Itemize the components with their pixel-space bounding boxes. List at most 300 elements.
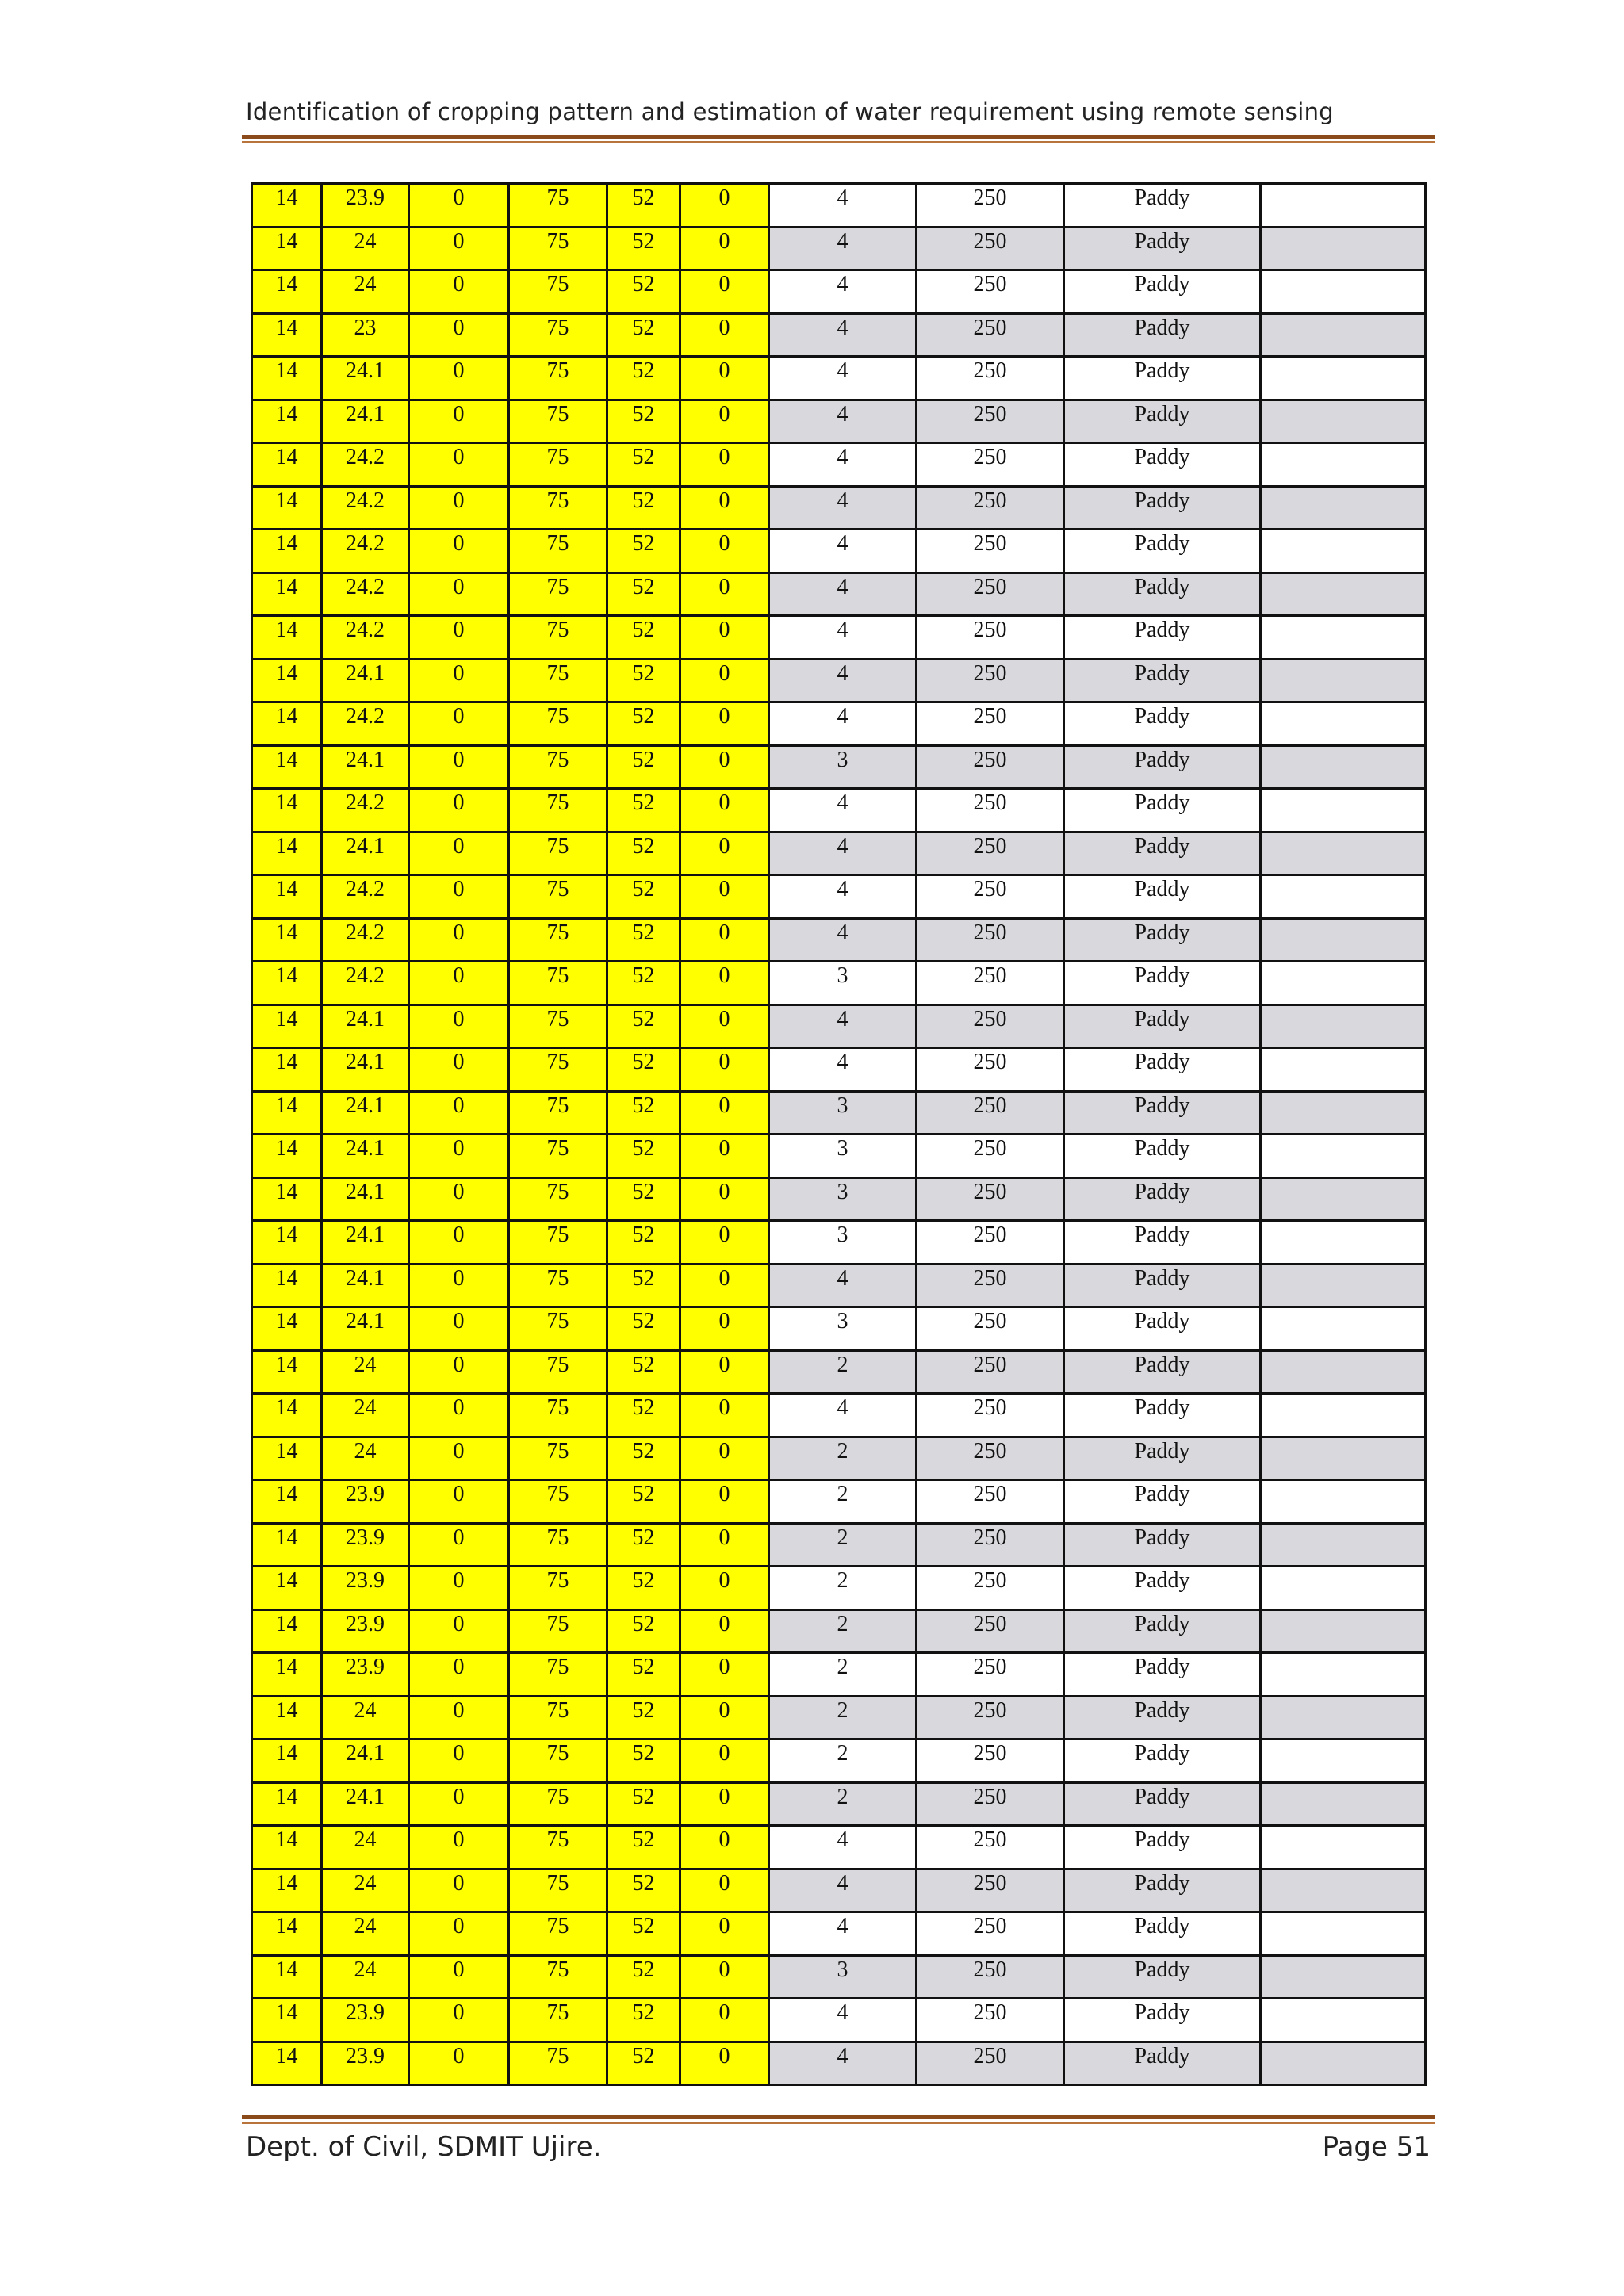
table-cell: 0 (409, 1004, 509, 1048)
table-cell: 75 (509, 1394, 607, 1437)
table-cell: 0 (409, 875, 509, 919)
table-cell (1261, 1609, 1426, 1653)
table-cell: 52 (607, 1696, 680, 1739)
table-cell (1261, 659, 1426, 702)
table-row (252, 270, 1426, 314)
table-cell: 52 (607, 1307, 680, 1351)
table-cell (1261, 2042, 1426, 2085)
table-cell: 14 (252, 616, 322, 660)
table-cell: 0 (680, 270, 769, 314)
table-row (252, 702, 1426, 746)
table-cell (1261, 270, 1426, 314)
table-cell: 0 (409, 1869, 509, 1912)
table-cell (1261, 1091, 1426, 1135)
table-cell: 250 (917, 184, 1064, 228)
table-cell: 75 (509, 1221, 607, 1265)
table-row (252, 1696, 1426, 1739)
table-cell: 250 (917, 400, 1064, 443)
table-cell: 250 (917, 1091, 1064, 1135)
table-cell: 52 (607, 1480, 680, 1524)
table-cell (1261, 1350, 1426, 1394)
table-cell: 0 (680, 789, 769, 832)
table-cell: 0 (680, 1696, 769, 1739)
table-cell: Paddy (1064, 832, 1261, 875)
table-cell: Paddy (1064, 1782, 1261, 1826)
table-cell: 0 (409, 572, 509, 616)
table-cell: 75 (509, 1653, 607, 1697)
table-cell: 0 (409, 2042, 509, 2085)
table-cell: 250 (917, 745, 1064, 789)
table-cell: 75 (509, 1696, 607, 1739)
table-cell: 0 (680, 702, 769, 746)
table-cell (1261, 357, 1426, 400)
table-cell: 52 (607, 313, 680, 357)
table-cell: 75 (509, 1912, 607, 1956)
table-row (252, 1004, 1426, 1048)
table-cell: 52 (607, 1567, 680, 1610)
table-cell: 52 (607, 1048, 680, 1092)
table-cell: Paddy (1064, 875, 1261, 919)
table-cell: Paddy (1064, 702, 1261, 746)
table-cell: 24 (322, 270, 409, 314)
table-row (252, 875, 1426, 919)
table-cell: 0 (680, 227, 769, 270)
table-cell: 0 (680, 1004, 769, 1048)
table-cell: 23.9 (322, 1609, 409, 1653)
table-cell: 14 (252, 530, 322, 573)
table-cell: Paddy (1064, 400, 1261, 443)
table-cell (1261, 227, 1426, 270)
table-cell: 0 (680, 1177, 769, 1221)
table-cell: 250 (917, 1869, 1064, 1912)
table-cell: 24.1 (322, 1048, 409, 1092)
table-cell (1261, 443, 1426, 487)
table-cell: 14 (252, 1437, 322, 1480)
table-cell: 75 (509, 1955, 607, 1999)
table-cell: 4 (769, 1394, 917, 1437)
table-cell: 250 (917, 1177, 1064, 1221)
table-cell: 0 (680, 486, 769, 530)
table-cell: 24 (322, 1437, 409, 1480)
table-cell: 4 (769, 572, 917, 616)
table-cell: 0 (409, 486, 509, 530)
data-table (251, 182, 1427, 2086)
table-cell: 0 (409, 443, 509, 487)
table-cell: 4 (769, 1826, 917, 1869)
table-cell: 52 (607, 1394, 680, 1437)
table-cell (1261, 1307, 1426, 1351)
table-cell: 0 (409, 1955, 509, 1999)
table-cell: 14 (252, 486, 322, 530)
table-cell: 75 (509, 1177, 607, 1221)
table-cell: 0 (409, 1437, 509, 1480)
table-cell: 75 (509, 1782, 607, 1826)
table-cell: 4 (769, 227, 917, 270)
table-cell: 250 (917, 918, 1064, 962)
table-cell: 23.9 (322, 1523, 409, 1567)
table-cell: 250 (917, 1048, 1064, 1092)
table-cell: 0 (680, 1653, 769, 1697)
table-cell: Paddy (1064, 1955, 1261, 1999)
table-cell: 14 (252, 2042, 322, 2085)
table-cell: 75 (509, 357, 607, 400)
table-cell: 0 (409, 832, 509, 875)
table-cell: 24.1 (322, 832, 409, 875)
table-cell: 0 (680, 875, 769, 919)
table-cell: 250 (917, 702, 1064, 746)
table-cell: 0 (680, 832, 769, 875)
table-row (252, 1653, 1426, 1697)
table-cell: 24.2 (322, 702, 409, 746)
table-cell: 75 (509, 1004, 607, 1048)
table-cell: 75 (509, 1523, 607, 1567)
table-row (252, 1955, 1426, 1999)
table-cell: 3 (769, 1955, 917, 1999)
table-cell: 250 (917, 1912, 1064, 1956)
table-cell: 52 (607, 184, 680, 228)
table-cell: 250 (917, 443, 1064, 487)
table-cell: 52 (607, 1177, 680, 1221)
table-cell: 0 (409, 789, 509, 832)
table-cell: 4 (769, 313, 917, 357)
table-cell: 52 (607, 1135, 680, 1178)
page-header-title: Identification of cropping pattern and estimation of water requirement using remote sensing (246, 98, 1334, 125)
table-cell: 0 (680, 1826, 769, 1869)
table-cell: 75 (509, 184, 607, 228)
table-cell: Paddy (1064, 1999, 1261, 2042)
table-cell: 0 (409, 1394, 509, 1437)
table-row (252, 1567, 1426, 1610)
table-cell: 52 (607, 443, 680, 487)
table-cell: 0 (680, 1264, 769, 1307)
table-cell (1261, 1394, 1426, 1437)
table-cell: 250 (917, 313, 1064, 357)
table-row (252, 1091, 1426, 1135)
table-cell: 2 (769, 1782, 917, 1826)
table-cell: 4 (769, 789, 917, 832)
table-row (252, 1912, 1426, 1956)
table-cell: 75 (509, 1999, 607, 2042)
table-cell: 24.1 (322, 1135, 409, 1178)
table-cell: 75 (509, 832, 607, 875)
table-cell: 24.1 (322, 1221, 409, 1265)
table-cell: 250 (917, 1135, 1064, 1178)
table-cell: 52 (607, 1437, 680, 1480)
table-cell: 4 (769, 184, 917, 228)
table-cell: 14 (252, 1350, 322, 1394)
table-cell: 0 (680, 962, 769, 1005)
table-cell: 250 (917, 1394, 1064, 1437)
table-cell (1261, 918, 1426, 962)
table-cell: 24.1 (322, 1782, 409, 1826)
table-cell: 23.9 (322, 1480, 409, 1524)
table-cell: 52 (607, 875, 680, 919)
table-cell: 75 (509, 1350, 607, 1394)
table-cell: 0 (409, 1048, 509, 1092)
table-cell: 250 (917, 962, 1064, 1005)
footer-rule (242, 2115, 1435, 2119)
table-cell: 250 (917, 227, 1064, 270)
table-cell: 52 (607, 1609, 680, 1653)
table-cell: 3 (769, 1221, 917, 1265)
table-row (252, 486, 1426, 530)
table-cell: 3 (769, 962, 917, 1005)
table-cell: 52 (607, 1739, 680, 1783)
table-cell: 75 (509, 227, 607, 270)
table-cell: 75 (509, 572, 607, 616)
table-cell: 250 (917, 1567, 1064, 1610)
table-cell: 52 (607, 1004, 680, 1048)
table-cell: 0 (680, 1091, 769, 1135)
table-cell: 14 (252, 184, 322, 228)
table-cell: 250 (917, 1999, 1064, 2042)
table-cell: 0 (409, 1696, 509, 1739)
table-cell: 4 (769, 659, 917, 702)
table-cell: 24 (322, 1350, 409, 1394)
table-cell: 4 (769, 918, 917, 962)
table-row (252, 1350, 1426, 1394)
table-cell: 23 (322, 313, 409, 357)
table-cell: Paddy (1064, 1609, 1261, 1653)
table-cell: 23.9 (322, 1999, 409, 2042)
table-cell: 0 (680, 1567, 769, 1610)
table-cell: Paddy (1064, 745, 1261, 789)
table-cell: 4 (769, 357, 917, 400)
table-cell: 0 (409, 1609, 509, 1653)
table-row (252, 1739, 1426, 1783)
table-cell: Paddy (1064, 1523, 1261, 1567)
table-cell: 0 (409, 1307, 509, 1351)
table-row (252, 443, 1426, 487)
table-cell: 24.1 (322, 1739, 409, 1783)
table-cell: 0 (680, 1955, 769, 1999)
table-cell: 0 (680, 184, 769, 228)
table-cell: Paddy (1064, 1394, 1261, 1437)
table-cell: 4 (769, 400, 917, 443)
table-cell: 75 (509, 616, 607, 660)
table-row (252, 1523, 1426, 1567)
table-row (252, 313, 1426, 357)
table-cell: 14 (252, 1955, 322, 1999)
table-cell: Paddy (1064, 1739, 1261, 1783)
table-cell: 52 (607, 1999, 680, 2042)
table-cell: 24.1 (322, 357, 409, 400)
table-cell: 0 (680, 1048, 769, 1092)
table-cell: 14 (252, 1869, 322, 1912)
table-cell: 0 (680, 313, 769, 357)
table-cell: Paddy (1064, 270, 1261, 314)
table-cell: 0 (680, 745, 769, 789)
table-cell (1261, 1826, 1426, 1869)
table-cell: Paddy (1064, 1696, 1261, 1739)
table-cell (1261, 400, 1426, 443)
table-cell: 52 (607, 2042, 680, 2085)
table-cell (1261, 616, 1426, 660)
table-row (252, 1480, 1426, 1524)
table-cell: Paddy (1064, 443, 1261, 487)
table-cell: 250 (917, 1264, 1064, 1307)
table-cell: 250 (917, 1307, 1064, 1351)
table-cell: 14 (252, 1826, 322, 1869)
table-cell: 52 (607, 1955, 680, 1999)
table-cell: 0 (409, 1177, 509, 1221)
table-cell: 75 (509, 962, 607, 1005)
table-cell: 75 (509, 702, 607, 746)
table-cell: 250 (917, 1437, 1064, 1480)
table-cell: 0 (409, 227, 509, 270)
table-cell: Paddy (1064, 1307, 1261, 1351)
table-cell (1261, 530, 1426, 573)
table-cell: 14 (252, 357, 322, 400)
table-cell: 24.2 (322, 486, 409, 530)
table-cell: 14 (252, 1135, 322, 1178)
table-cell: Paddy (1064, 1912, 1261, 1956)
table-row (252, 745, 1426, 789)
table-cell: 0 (409, 616, 509, 660)
table-cell: 4 (769, 2042, 917, 2085)
table-cell: 3 (769, 1135, 917, 1178)
table-cell: 0 (409, 530, 509, 573)
table-row (252, 572, 1426, 616)
table-cell: 4 (769, 1999, 917, 2042)
table-cell: 75 (509, 745, 607, 789)
table-cell: 24 (322, 1826, 409, 1869)
table-cell: 14 (252, 1307, 322, 1351)
table-cell: Paddy (1064, 357, 1261, 400)
table-cell: 52 (607, 789, 680, 832)
table-cell: 4 (769, 486, 917, 530)
table-cell: 14 (252, 1221, 322, 1265)
table-cell: 24.2 (322, 530, 409, 573)
table-cell: Paddy (1064, 1221, 1261, 1265)
table-cell (1261, 962, 1426, 1005)
table-cell: 14 (252, 1480, 322, 1524)
table-row (252, 1826, 1426, 1869)
table-row (252, 616, 1426, 660)
table-cell: 75 (509, 1567, 607, 1610)
table-cell: 0 (409, 1826, 509, 1869)
table-cell: Paddy (1064, 616, 1261, 660)
table-cell: Paddy (1064, 184, 1261, 228)
table-cell: 75 (509, 918, 607, 962)
table-cell: 14 (252, 659, 322, 702)
table-cell (1261, 1912, 1426, 1956)
table-cell: 14 (252, 227, 322, 270)
table-cell: 3 (769, 1307, 917, 1351)
table-cell: 52 (607, 1221, 680, 1265)
table-row (252, 918, 1426, 962)
table-cell: 75 (509, 875, 607, 919)
table-cell: 75 (509, 1609, 607, 1653)
table-row (252, 962, 1426, 1005)
table-cell: 75 (509, 530, 607, 573)
footer-rule-thin (242, 2122, 1435, 2124)
table-cell (1261, 1999, 1426, 2042)
table-cell: 4 (769, 616, 917, 660)
table-cell: 4 (769, 530, 917, 573)
table-cell: 250 (917, 616, 1064, 660)
table-cell: 75 (509, 1739, 607, 1783)
table-cell: 52 (607, 1653, 680, 1697)
table-cell: 0 (680, 443, 769, 487)
table-cell: 24.1 (322, 400, 409, 443)
table-cell: 0 (409, 1567, 509, 1610)
table-cell: 0 (680, 1221, 769, 1265)
table-cell (1261, 1523, 1426, 1567)
table-cell: 52 (607, 702, 680, 746)
table-cell: 75 (509, 443, 607, 487)
table-row (252, 1609, 1426, 1653)
table-cell: 2 (769, 1653, 917, 1697)
table-cell: 0 (409, 918, 509, 962)
table-cell (1261, 1221, 1426, 1265)
table-cell: 0 (680, 1912, 769, 1956)
table-cell: 4 (769, 443, 917, 487)
table-cell: 0 (409, 702, 509, 746)
table-cell: 0 (409, 400, 509, 443)
table-cell: 2 (769, 1696, 917, 1739)
table-cell: Paddy (1064, 1826, 1261, 1869)
table-cell: 250 (917, 875, 1064, 919)
table-cell: 250 (917, 1004, 1064, 1048)
table-row (252, 400, 1426, 443)
table-cell: Paddy (1064, 1177, 1261, 1221)
table-cell: 14 (252, 443, 322, 487)
table-row (252, 1264, 1426, 1307)
table-cell: 0 (409, 1264, 509, 1307)
table-cell: 250 (917, 659, 1064, 702)
table-cell: 24.2 (322, 443, 409, 487)
table-cell: 14 (252, 1912, 322, 1956)
table-cell: 14 (252, 918, 322, 962)
table-cell (1261, 1177, 1426, 1221)
table-cell: 0 (409, 1912, 509, 1956)
table-cell: 24.2 (322, 875, 409, 919)
table-cell: 75 (509, 1048, 607, 1092)
table-cell: 75 (509, 1135, 607, 1178)
table-cell: 14 (252, 1394, 322, 1437)
table-cell: 24.1 (322, 1177, 409, 1221)
table-cell: Paddy (1064, 313, 1261, 357)
table-cell: 0 (409, 313, 509, 357)
table-cell (1261, 1696, 1426, 1739)
table-cell: 2 (769, 1437, 917, 1480)
table-cell: 24.2 (322, 918, 409, 962)
table-cell: 14 (252, 270, 322, 314)
table-cell: 52 (607, 572, 680, 616)
table-cell: 0 (409, 357, 509, 400)
table-cell: 4 (769, 270, 917, 314)
table-cell: 24 (322, 1696, 409, 1739)
table-cell: 250 (917, 486, 1064, 530)
table-cell: 52 (607, 745, 680, 789)
table-cell: 4 (769, 1912, 917, 1956)
table-cell: 0 (680, 1437, 769, 1480)
table-cell: 24.1 (322, 659, 409, 702)
table-cell: 0 (409, 1523, 509, 1567)
table-cell: 0 (409, 1653, 509, 1697)
table-cell: 2 (769, 1609, 917, 1653)
table-cell: 75 (509, 789, 607, 832)
table-cell: 250 (917, 1696, 1064, 1739)
table-cell: 0 (409, 1221, 509, 1265)
table-cell: 24 (322, 227, 409, 270)
table-cell: 4 (769, 832, 917, 875)
table-cell (1261, 1782, 1426, 1826)
table-cell: 4 (769, 875, 917, 919)
table-cell: 24 (322, 1394, 409, 1437)
table-cell: Paddy (1064, 1048, 1261, 1092)
